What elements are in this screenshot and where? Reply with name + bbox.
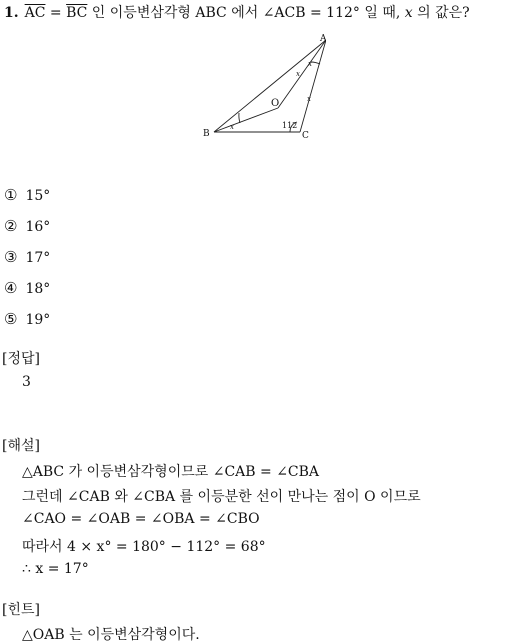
angle-arc-b [239, 113, 240, 123]
side-ca [300, 40, 326, 132]
explanation-label: [해설] [2, 438, 40, 454]
question-middle: 인 이등변삼각형 ABC 에서 ∠ACB = 112° 일 때, [87, 5, 405, 21]
option-text: 15° [25, 188, 51, 204]
label-x-a1: x [296, 70, 300, 78]
answer-label: [정답] [2, 351, 40, 367]
option-marker: ① [4, 186, 18, 204]
segment-bc: $\overline{BC}$ [66, 5, 88, 21]
explanation-line-2: 그런데 ∠CAB 와 ∠CBA 를 이등분한 선이 만나는 점이 O 이므로 [22, 489, 421, 505]
hint-text: △OAB 는 이등변삼각형이다. [22, 627, 200, 643]
option-marker: ② [4, 217, 18, 235]
option-3[interactable] [4, 248, 50, 266]
option-text: 16° [25, 219, 51, 235]
option-2[interactable] [4, 217, 50, 235]
label-o: O [271, 98, 280, 109]
question-tail: 의 값은? [412, 5, 470, 21]
option-5[interactable] [4, 310, 50, 328]
side-ab [214, 40, 326, 132]
explanation-line-5: ∴ x = 17° [22, 561, 89, 577]
option-marker: ④ [4, 279, 18, 297]
explanation-line-4: 따라서 4 × x° = 180° − 112° = 68° [22, 539, 266, 555]
angle-arc-a [311, 62, 320, 64]
option-text: 19° [25, 312, 51, 328]
label-x-a2: x [308, 60, 312, 68]
option-marker: ⑤ [4, 310, 18, 328]
question-variable: x [404, 5, 413, 21]
label-angle-c: 112 [282, 121, 298, 130]
question-number: 1. [4, 5, 19, 21]
bisector-bo [214, 108, 278, 132]
hint-label: [힌트] [2, 602, 40, 618]
explanation-line-1: △ABC 가 이등변삼각형이므로 ∠CAB = ∠CBA [22, 464, 320, 480]
label-x-b1: x [230, 123, 234, 131]
explanation-line-3: ∠CAO = ∠OAB = ∠OBA = ∠CBO [22, 511, 260, 527]
option-marker: ③ [4, 248, 18, 266]
option-1[interactable] [4, 186, 50, 204]
option-text: 18° [25, 281, 51, 297]
answer-value: 3 [22, 374, 31, 390]
option-4[interactable] [4, 279, 50, 297]
label-x-side: x [307, 95, 311, 103]
option-text: 17° [25, 250, 51, 266]
label-a: A [320, 34, 326, 44]
label-b: B [203, 129, 210, 139]
question-text [4, 2, 470, 22]
triangle-figure [196, 30, 326, 150]
label-c: C [302, 131, 309, 141]
equals-sign: = [45, 5, 67, 21]
segment-ac: $\overline{AC}$ [24, 5, 46, 21]
